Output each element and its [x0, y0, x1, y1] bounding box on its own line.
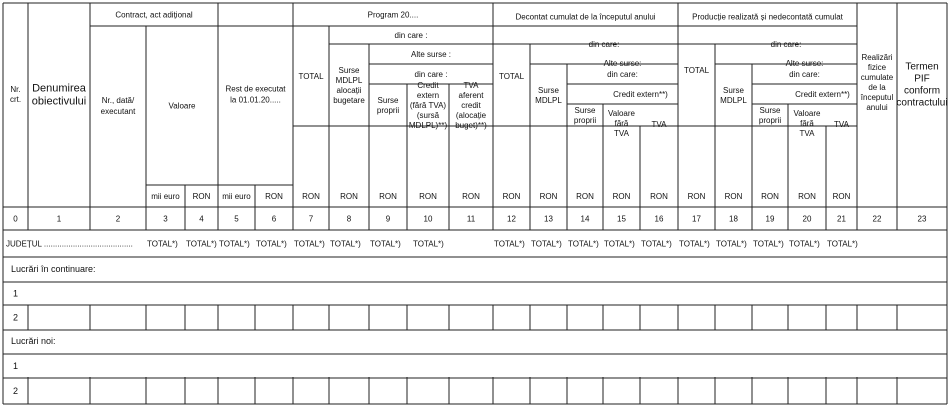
- total-mark: TOTAL*): [753, 239, 784, 249]
- surse-proprii-header: Surse: [377, 95, 399, 105]
- unit-label: RON: [612, 192, 631, 201]
- surse-mdlpl-header: Surse: [338, 65, 360, 75]
- din-care-label: din care:: [607, 70, 638, 79]
- termen-pif-header: Termen: [905, 61, 939, 73]
- realizari-fizice-header: Realizări: [861, 52, 893, 62]
- rest-de-executat-header: Rest de executat: [225, 84, 286, 94]
- total-mark: TOTAL*): [413, 239, 444, 249]
- unit-label: mii euro: [151, 192, 180, 201]
- tva-aferent-header: (alocație: [455, 110, 487, 120]
- column-number: 0: [13, 214, 18, 224]
- row-number: 2: [12, 386, 19, 396]
- surse-mdlpl-header: MDLPL: [335, 75, 363, 85]
- surse-proprii-header: Surse: [574, 105, 596, 115]
- realizari-fizice-header: de la: [868, 82, 886, 92]
- unit-label: RON: [724, 192, 743, 201]
- valoare-fara-tva-header: TVA: [614, 128, 629, 138]
- unit-label: RON: [761, 192, 779, 201]
- unit-label: RON: [798, 192, 816, 201]
- surse-mdlpl-header: bugetare: [333, 95, 365, 105]
- surse-proprii-header: proprii: [758, 115, 782, 125]
- total-mark: TOTAL*): [256, 239, 287, 249]
- unit-label: RON: [832, 192, 851, 201]
- total-mark: TOTAL*): [716, 239, 747, 249]
- column-number: 17: [692, 214, 701, 224]
- total-mark: TOTAL*): [568, 239, 599, 249]
- column-number: 6: [271, 214, 277, 224]
- unit-label: RON: [687, 192, 706, 201]
- column-number: 20: [802, 214, 812, 224]
- column-number: 13: [544, 214, 553, 224]
- row-number: 2: [12, 312, 19, 323]
- credit-extern-header: extern: [416, 90, 440, 100]
- total-mark: TOTAL*): [294, 239, 325, 249]
- surse-mdlpl-header: Surse: [538, 85, 559, 95]
- valoare-fara-tva-header: Valoare: [793, 108, 821, 118]
- din-care-label: din care :: [414, 70, 448, 79]
- column-number: 10: [423, 214, 433, 224]
- surse-mdlpl-header: alocații: [336, 85, 362, 95]
- tva-aferent-header: TVA: [463, 80, 479, 90]
- total-mark: TOTAL*): [370, 239, 401, 249]
- total-mark: TOTAL*): [679, 239, 710, 249]
- column-number: 3: [163, 214, 168, 224]
- credit-extern-header: (fără TVA): [409, 100, 447, 110]
- unit-label: RON: [462, 192, 480, 201]
- unit-label: RON: [576, 192, 594, 201]
- total-header: TOTAL: [498, 72, 525, 81]
- nr-data-executant-header: executant: [100, 106, 136, 116]
- total-mark: TOTAL*): [789, 239, 820, 249]
- column-number: 18: [729, 214, 738, 224]
- column-number: 16: [654, 214, 664, 224]
- valoare-header: Valoare: [168, 101, 196, 111]
- surse-proprii-header: proprii: [573, 115, 597, 125]
- total-mark: TOTAL*): [494, 239, 525, 249]
- column-number: 8: [346, 214, 352, 224]
- alte-surse-label: Alte surse:: [785, 59, 824, 68]
- row-number: 1: [12, 361, 19, 371]
- unit-label: RON: [340, 192, 358, 201]
- column-number: 23: [917, 214, 927, 224]
- din-care-label: din care :: [394, 31, 428, 40]
- total-mark: TOTAL*): [531, 239, 562, 249]
- termen-pif-header: PIF: [914, 73, 930, 85]
- unit-label: RON: [379, 192, 397, 201]
- column-number: 14: [580, 214, 590, 224]
- total-mark: TOTAL*): [147, 239, 178, 249]
- decontat-header: Decontat cumulat de la începutul anului: [515, 12, 656, 22]
- tva-header: TVA: [651, 120, 667, 129]
- row-number: 1: [12, 288, 19, 299]
- tva-aferent-header: credit: [461, 100, 481, 110]
- unit-label: RON: [502, 192, 521, 201]
- column-number: 4: [199, 214, 204, 224]
- column-number: 22: [872, 214, 882, 224]
- unit-label: RON: [650, 192, 668, 201]
- surse-proprii-header: Surse: [759, 105, 781, 115]
- valoare-fara-tva-header: Valoare: [608, 108, 635, 118]
- unit-label: RON: [265, 192, 283, 201]
- credit-extern-label: Credit extern**): [613, 90, 668, 99]
- valoare-fara-tva-header: TVA: [799, 128, 815, 138]
- valoare-fara-tva-header: fără: [800, 118, 814, 128]
- column-number: 7: [308, 214, 314, 224]
- section-title: Lucrări noi:: [11, 336, 56, 346]
- tva-aferent-header: buget)**): [455, 120, 487, 130]
- alte-surse-label: Alte surse:: [603, 59, 642, 68]
- realizari-fizice-header: anului: [866, 102, 888, 112]
- termen-pif-header: contractului: [896, 97, 948, 109]
- credit-extern-header: MDLPL)**): [408, 120, 448, 130]
- unit-label: RON: [539, 192, 558, 201]
- rest-de-executat-header: la 01.01.20.....: [230, 95, 281, 105]
- din-care-label: din care:: [789, 70, 820, 79]
- din-care-label: din care:: [588, 40, 620, 49]
- program-header: Program 20....: [367, 10, 419, 20]
- column-number: 19: [765, 214, 775, 224]
- tva-header: TVA: [834, 120, 849, 129]
- total-header: TOTAL: [683, 66, 710, 75]
- total-mark: TOTAL*): [330, 239, 361, 249]
- column-number: 1: [56, 214, 62, 224]
- tva-aferent-header: aferent: [458, 90, 484, 100]
- nr-crt-header: crt.: [9, 94, 22, 104]
- total-mark: TOTAL*): [186, 239, 217, 249]
- termen-pif-header: conform: [903, 85, 941, 97]
- column-number: 5: [234, 214, 239, 224]
- realizari-fizice-header: cumulate: [860, 72, 894, 82]
- section-title: Lucrări în continuare:: [11, 264, 96, 274]
- surse-mdlpl-header: Surse: [723, 85, 744, 95]
- surse-mdlpl-header: MDLPL: [720, 95, 747, 105]
- denumire-header: obiectivului: [31, 95, 87, 108]
- contract-header: Contract, act adițional: [115, 10, 193, 20]
- surse-mdlpl-header: MDLPL: [535, 95, 562, 105]
- total-mark: TOTAL*): [827, 239, 858, 249]
- productie-header: Producție realizată și nedecontată cumulat: [692, 12, 843, 22]
- surse-proprii-header: proprii: [376, 105, 400, 115]
- total-mark: TOTAL*): [219, 239, 250, 249]
- column-number: 2: [115, 214, 121, 224]
- column-number: 12: [507, 214, 516, 224]
- unit-label: RON: [302, 192, 320, 201]
- unit-label: RON: [192, 192, 211, 201]
- judet-label: JUDEȚUL ........................................: [6, 239, 133, 249]
- nr-crt-header: Nr.: [10, 84, 21, 94]
- nr-data-executant-header: Nr., dată/: [101, 95, 135, 105]
- total-header: TOTAL: [298, 72, 324, 81]
- valoare-fara-tva-header: fără: [614, 118, 629, 128]
- din-care-label: din care:: [770, 40, 802, 49]
- column-number: 9: [385, 214, 391, 224]
- column-number: 11: [466, 214, 476, 224]
- credit-extern-header: (sursă: [416, 110, 440, 120]
- credit-extern-header: Credit: [417, 80, 439, 90]
- unit-label: mii euro: [222, 192, 251, 201]
- total-mark: TOTAL*): [641, 239, 672, 249]
- table-text: [6, 11, 948, 397]
- realizari-fizice-header: începutul: [860, 92, 894, 102]
- column-number: 21: [837, 214, 846, 224]
- realizari-fizice-header: fizice: [867, 62, 887, 72]
- total-mark: TOTAL*): [604, 239, 635, 249]
- denumire-header: Denumirea: [32, 82, 86, 95]
- unit-label: RON: [419, 192, 437, 201]
- column-number: 15: [617, 214, 626, 224]
- alte-surse-label: Alte surse :: [410, 50, 452, 59]
- credit-extern-label: Credit extern**): [795, 90, 850, 99]
